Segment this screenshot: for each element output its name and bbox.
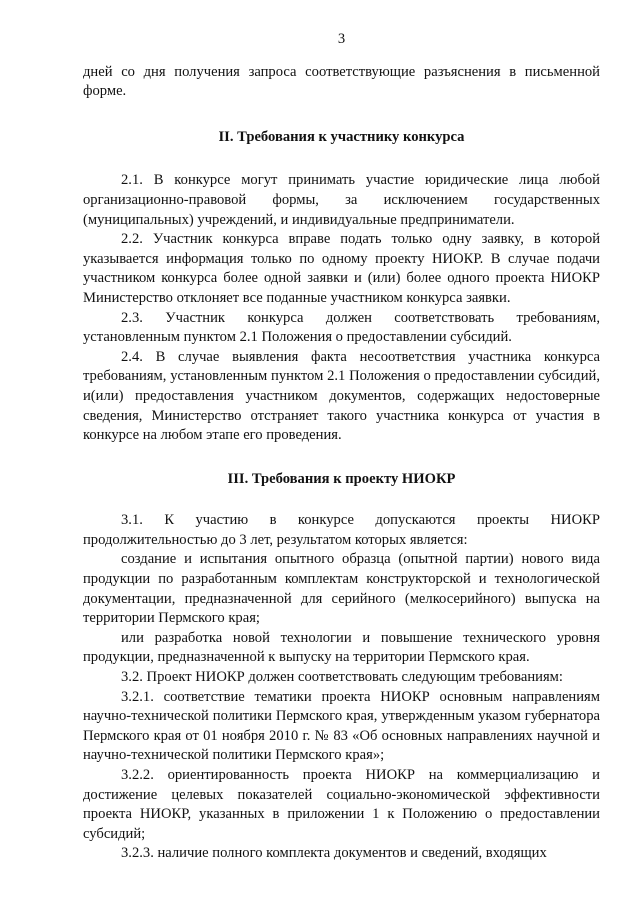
- paragraph-continuation: дней со дня получения запроса соответствующие разъяснения в письменной форме.: [83, 63, 600, 100]
- section-3-heading: III. Требования к проекту НИОКР: [227, 470, 456, 487]
- paragraph-3-1-option-a: создание и испытания опытного образца (опытной партии) нового вида продукции по разработанным комплектам конструкторской и технологической документации, предназначенной для серийного (мелкосерийного) выпуска на территории Пермского края;: [83, 551, 600, 627]
- paragraph-2-2: 2.2. Участник конкурса вправе подать только одну заявку, в которой указывается информация только по одному проекту НИОКР. В случае подачи участником конкурса более одной заявки и (или) более одного проекта НИОКР Министерство отклоняет все поданные участником конкурса заявки.: [83, 231, 600, 306]
- paragraph-3-2-3: 3.2.3. наличие полного комплекта документов и сведений, входящих: [121, 845, 547, 862]
- page-number: 3: [337, 31, 346, 47]
- paragraph-3-2: 3.2. Проект НИОКР должен соответствовать следующим требованиям:: [121, 669, 563, 686]
- paragraph-3-1: 3.1. К участию в конкурсе допускаются проекты НИОКР продолжительностью до 3 лет, результатом которых является:: [83, 512, 600, 548]
- document-page: [83, 30, 600, 864]
- paragraph-3-2-2: 3.2.2. ориентированность проекта НИОКР на коммерциализацию и достижение целевых показателей социально-экономической эффективности проекта НИОКР, указанных в приложении 1 к Положению о предоставлении субсидий;: [83, 767, 600, 842]
- paragraph-2-4: 2.4. В случае выявления факта несоответствия участника конкурса требованиям, установленным пунктом 2.1 Положения о предоставлении субсидий, и(или) предоставления участником документов, содержащих недостоверные сведения, Министерство отстраняет такого участника конкурса от участия в конкурсе на любом этапе его проведения.: [83, 348, 600, 444]
- paragraph-2-3: 2.3. Участник конкурса должен соответствовать требованиям, установленным пунктом 2.1 Положения о предоставлении субсидий.: [83, 309, 600, 346]
- paragraph-2-1: 2.1. В конкурсе могут принимать участие юридические лица любой организационно-правовой формы, за исключением государственных (муниципальных) учреждений, и индивидуальные предприниматели.: [83, 172, 600, 228]
- paragraph-3-1-option-b: или разработка новой технологии и повышение технического уровня продукции, предназначенной к выпуску на территории Пермского края.: [83, 629, 600, 666]
- paragraph-3-2-1: 3.2.1. соответствие тематики проекта НИОКР основным направлениям научно-технической политики Пермского края, утвержденным указом губернатора Пермского края от 01 ноября 2010 г. № 83 «Об основных направлениях научной и научно-технической политики Пермского края»;: [83, 688, 600, 764]
- section-2-heading: II. Требования к участнику конкурса: [218, 128, 465, 145]
